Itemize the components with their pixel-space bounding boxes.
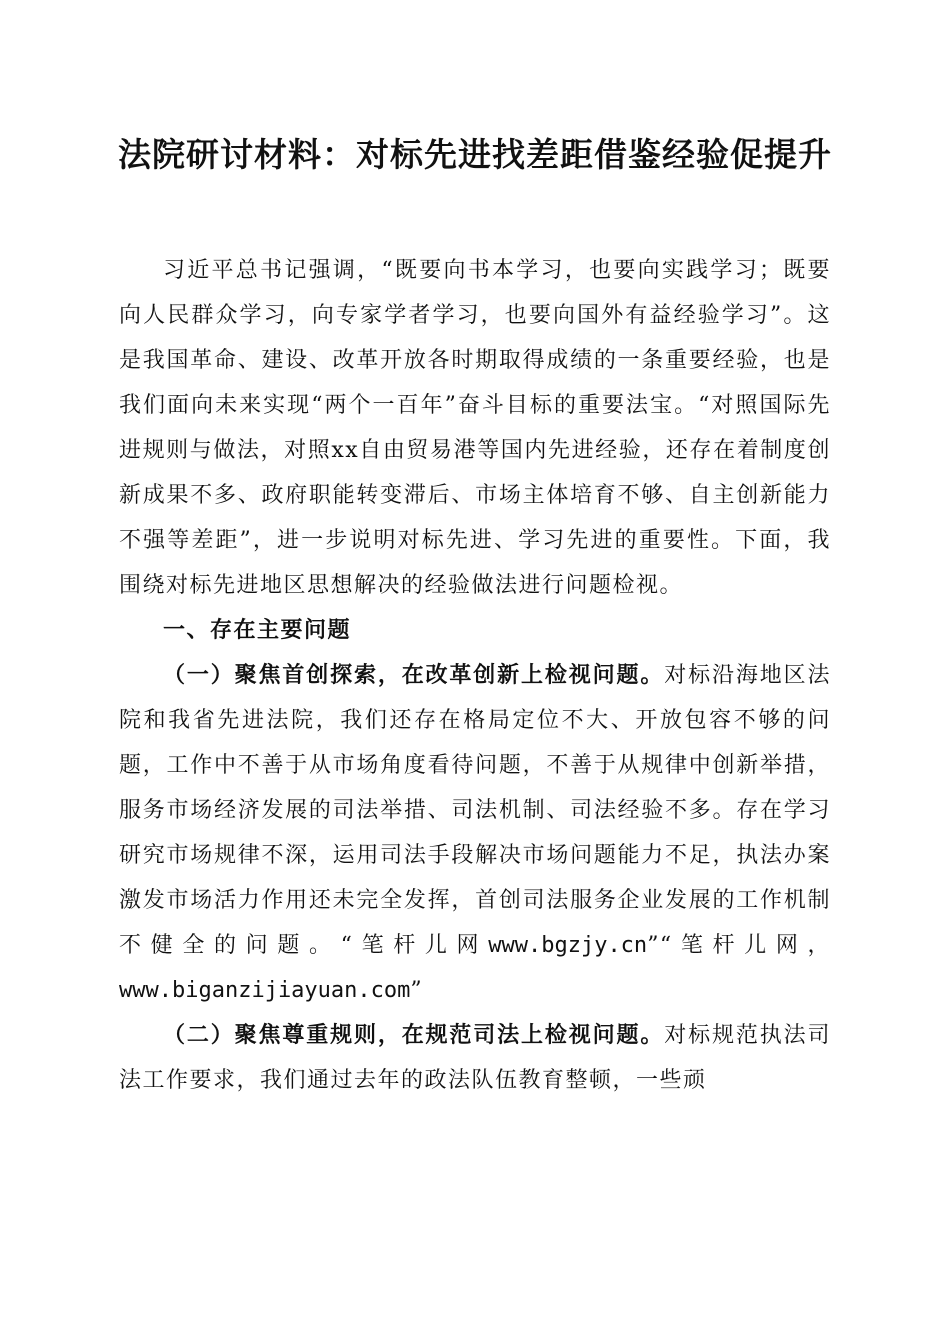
item-1-mid: ”“笔杆儿网， (647, 933, 832, 958)
section-heading-problems: 一、存在主要问题 (163, 618, 352, 643)
item-2-lead: （二）聚焦尊重规则，在规范司法上检视问题。 (163, 1023, 665, 1048)
item-1-lead: （一）聚焦首创探索，在改革创新上检视问题。 (163, 663, 665, 688)
document-title: 法院研讨材料：对标先进找差距借鉴经验促提升 (118, 135, 832, 174)
item-2-text: 对标规范执法司法工作要求，我们通过去年的政法队伍教育整顿，一些顽 (119, 1023, 831, 1093)
item-1-end: ” (410, 978, 424, 1003)
intro-paragraph: 习近平总书记强调，“既要向书本学习，也要向实践学习；既要向人民群众学习，向专家学者学习，也要向国外有益经验学习”。这是我国革命、建设、改革开放各时期取得成绩的一条重要经验，也是我们面向未来实现“两个一百年”奋斗目标的重要法宝。“对照国际先进规则与做法，对照xx自由贸易港等国内先进经验，还存在着制度创新成果不多、政府职能转变滞后、市场主体培育不够、自主创新能力不强等差距”，进一步说明对标先进、学习先进的重要性。下面，我围绕对标先进地区思想解决的经验做法进行问题检视。 (119, 258, 831, 598)
item-1-text: 对标沿海地区法院和我省先进法院，我们还存在格局定位不大、开放包容不够的问题，工作中不善于从市场角度看待问题，不善于从规律中创新举措，服务市场经济发展的司法举措、司法机制、司法经验不多。存在学习研究市场规律不深，运用司法手段解决市场问题能力不足，执法办案激发市场活力作用还未完全发挥，首创司法服务企业发展的工作机制不健全的问题。“笔杆儿网 (119, 663, 831, 958)
item-1-paragraph (119, 653, 831, 1013)
item-1-url-1: www.bgzjy.cn (488, 933, 648, 958)
item-2-paragraph (119, 1013, 831, 1103)
document-body (119, 248, 831, 1103)
item-1-url-2: www.biganzijiayuan.com (119, 978, 411, 1003)
